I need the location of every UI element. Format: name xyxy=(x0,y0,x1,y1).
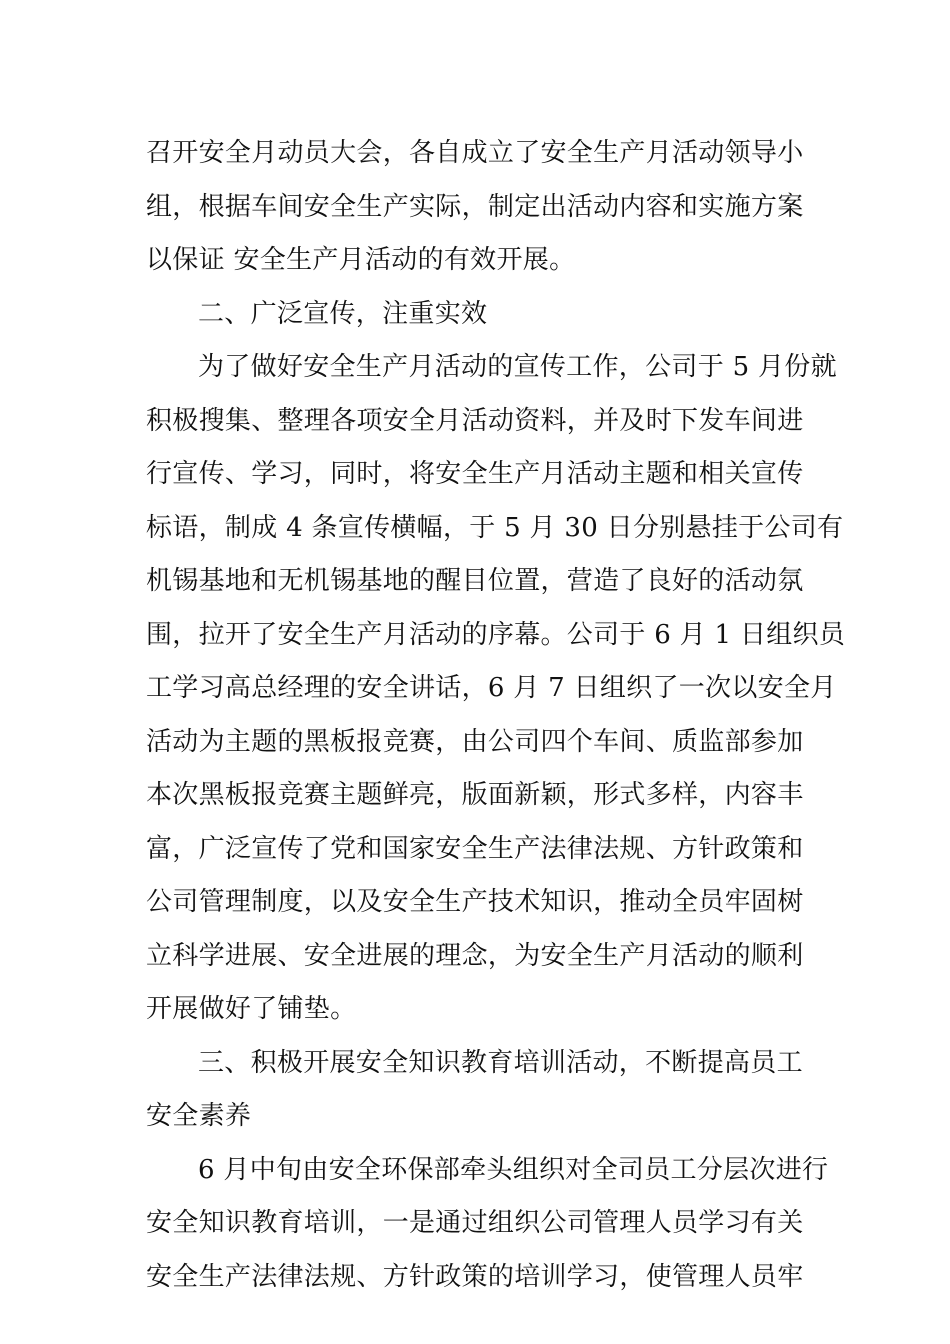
section-heading-continuation: 安全素养 xyxy=(146,1101,252,1131)
text-line: 富，广泛宣传了党和国家安全生产法律法规、方针政策和 xyxy=(146,833,804,864)
text-line: 工学习高总经理的安全讲话，6 月 7 日组织了一次以安全月 xyxy=(146,673,837,703)
text-line: 立科学进展、安全进展的理念，为安全生产月活动的顺利 xyxy=(146,940,804,971)
text-line: 为了做好安全生产月活动的宣传工作，公司于 5 月份就 xyxy=(198,352,837,382)
text-line: 安全知识教育培训，一是通过组织公司管理人员学习有关 xyxy=(146,1208,804,1238)
text-line: 标语，制成 4 条宣传横幅，于 5 月 30 日分别悬挂于公司有 xyxy=(146,512,844,543)
section-heading: 二、广泛宣传，注重实效 xyxy=(198,298,488,329)
text-line: 围，拉开了安全生产月活动的序幕。公司于 6 月 1 日组织员 xyxy=(146,619,846,650)
text-line: 6 月中旬由安全环保部牵头组织对全司员工分层次进行 xyxy=(198,1154,829,1185)
text-line: 开展做好了铺垫。 xyxy=(146,994,357,1024)
text-line: 行宣传、学习，同时，将安全生产月活动主题和相关宣传 xyxy=(146,459,804,489)
text-line: 活动为主题的黑板报竞赛，由公司四个车间、质监部参加 xyxy=(146,726,804,757)
text-line: 公司管理制度，以及安全生产技术知识，推动全员牢固树 xyxy=(146,887,804,917)
text-line: 召开安全月动员大会，各自成立了安全生产月活动领导小 xyxy=(146,138,804,168)
section-heading: 三、积极开展安全知识教育培训活动，不断提高员工 xyxy=(198,1047,803,1078)
text-line: 机锡基地和无机锡基地的醒目位置，营造了良好的活动氛 xyxy=(146,566,804,596)
document-body xyxy=(146,127,846,1304)
text-line: 积极搜集、整理各项安全月活动资料，并及时下发车间进 xyxy=(146,405,804,436)
text-line: 以保证 安全生产月活动的有效开展。 xyxy=(146,245,576,275)
text-line: 组，根据车间安全生产实际，制定出活动内容和实施方案 xyxy=(146,191,804,222)
text-line: 安全生产法律法规、方针政策的培训学习，使管理人员牢 xyxy=(146,1261,804,1292)
text-line: 本次黑板报竞赛主题鲜亮，版面新颖，形式多样，内容丰 xyxy=(146,780,804,810)
